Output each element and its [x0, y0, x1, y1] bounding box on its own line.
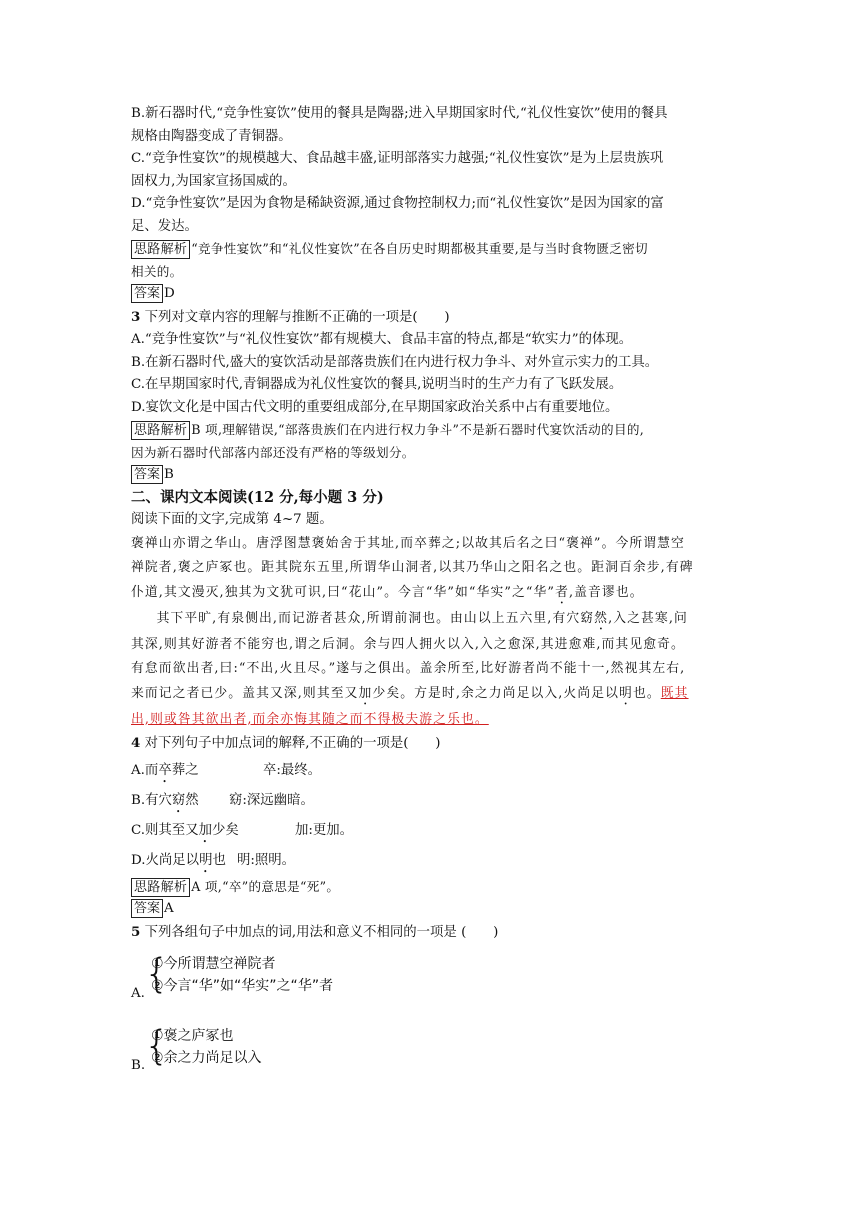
option-text: 也	[212, 852, 226, 868]
content-area	[131, 103, 731, 1086]
option-explanation: 加:更加。	[295, 822, 354, 838]
q5-group-b-letter: B.	[131, 1058, 146, 1073]
option-text: 然	[185, 792, 199, 808]
passage-text: 其下平旷,有泉侧出,而记游者甚众,所谓前洞也。由山以上五六里,有穴窈	[156, 610, 595, 626]
passage-p2-line4	[131, 682, 731, 708]
q4-answer	[131, 898, 731, 921]
q5-stem	[131, 921, 731, 945]
q2-analysis	[131, 238, 731, 261]
q3-stem-text: 下列对文章内容的理解与推断不正确的一项是( )	[140, 309, 450, 325]
q3-answer-value: B	[164, 467, 174, 482]
q3-option-d: D.宴饮文化是中国古代文明的重要组成部分,在早期国家政治关系中占有重要地位。	[131, 399, 619, 415]
q2-option-b-line2: 规格由陶器变成了青铜器。	[131, 128, 292, 144]
passage-p1-line3	[131, 581, 731, 607]
q5-group-b	[131, 1024, 731, 1086]
passage-p1-line2: 禅院者,褒之庐冢也。距其院东五里,所谓华山洞者,以其乃华山之阳名之也。距洞百余步,有碑	[131, 560, 694, 575]
q3-answer	[131, 464, 731, 487]
answer-label: 答案	[131, 284, 163, 303]
option-text: B.有穴	[131, 792, 172, 808]
option-text: D.火尚足以	[131, 852, 200, 868]
q3-analysis-line2: 因为新石器时代部落内部还没有严格的等级划分。	[131, 444, 415, 460]
q4-option-a	[131, 756, 731, 786]
dotted-word: 加	[198, 822, 212, 838]
section-title: 二、课内文本阅读(12 分,每小题 3 分)	[131, 488, 384, 506]
option-text: A.而	[131, 762, 159, 778]
q2-option-d-line1: D.“竞争性宴饮”是因为食物是稀缺资源,通过食物控制权力;而“礼仪性宴饮”是因为国家的富	[131, 196, 664, 211]
dotted-word: 明	[619, 685, 633, 701]
option-explanation: 窈:深远幽暗。	[229, 792, 314, 808]
q3-stem	[131, 306, 731, 330]
brace-icon: {	[144, 951, 170, 997]
passage-p2-line1	[131, 607, 731, 633]
section-instruction: 阅读下面的文字,完成第 4~7 题。	[131, 512, 333, 527]
option-text: 葬之	[171, 762, 199, 778]
q5-stem-text: 下列各组句子中加点的词,用法和意义不相同的一项是 ( )	[140, 924, 499, 940]
dotted-word: 然	[594, 610, 609, 626]
dotted-word: 窈	[171, 792, 186, 808]
analysis-label: 思路解析	[131, 421, 190, 440]
q4-analysis	[131, 876, 731, 899]
q4-number: 4	[131, 735, 141, 751]
q4-option-d	[131, 846, 731, 876]
passage-text: 仆道,其文漫灭,独其为文犹可识,曰“花山”。今言“华”如“华实”之“华”	[131, 584, 556, 600]
q3-option-a: A.“竞争性宴饮”与“礼仪性宴饮”都有规模大、食品丰富的特点,都是“软实力”的体现。	[131, 332, 633, 347]
answer-label: 答案	[131, 465, 163, 484]
option-text: C.则其至又	[131, 822, 199, 838]
q5-number: 5	[131, 923, 141, 940]
dotted-word: 者	[555, 584, 569, 600]
dotted-word: 明	[199, 852, 213, 868]
brace-icon: {	[144, 1023, 170, 1069]
option-explanation: 明:照明。	[237, 852, 296, 868]
q5-group-b-sentence1: ①褒之庐冢也	[151, 1028, 234, 1044]
dotted-word: 加	[358, 685, 373, 701]
q2-analysis-line2: 相关的。	[131, 263, 183, 279]
q4-analysis-text: A 项,“卒”的意思是“死”。	[191, 878, 340, 894]
q4-stem-text: 对下列句子中加点词的解释,不正确的一项是( )	[140, 736, 441, 751]
option-explanation: 卒:最终。	[263, 762, 322, 778]
dotted-word: 卒	[158, 762, 172, 778]
highlighted-sentence: 既其	[660, 685, 689, 701]
q4-option-c	[131, 816, 731, 846]
passage-p2-line2: 其深,则其好游者不能穷也,谓之后洞。余与四人拥火以入,入之愈深,其进愈难,而其见愈奇。	[131, 636, 685, 652]
q2-option-d-line2: 足、发达。	[131, 218, 198, 234]
passage-text: 少矣。方是时,余之力尚足以入,火尚足以	[372, 685, 620, 701]
q2-option-c-line1: C.“竞争性宴饮”的规模越大、食品越丰盛,证明部落实力越强;“礼仪性宴饮”是为上层贵族巩	[131, 151, 664, 166]
q3-analysis-line1: B 项,理解错误,“部落贵族们在内进行权力争斗”不是新石器时代宴饮活动的目的,	[191, 422, 645, 437]
passage-p1-line1: 褒禅山亦谓之华山。唐浮图慧褒始舍于其址,而卒葬之;以故其后名之曰“褒禅”。今所谓慧空	[131, 535, 685, 551]
q3-option-c: C.在早期国家时代,青铜器成为礼仪性宴饮的餐具,说明当时的生产力有了飞跃发展。	[131, 377, 623, 392]
passage-text: 也。	[632, 685, 661, 701]
q3-analysis	[131, 419, 731, 442]
q5-group-a-sentence2: ②今言“华”如“华实”之“华”者	[151, 978, 334, 994]
passage-text: ,盖音谬也。	[568, 584, 644, 600]
q3-option-b: B.在新石器时代,盛大的宴饮活动是部落贵族们在内进行权力争斗、对外宣示实力的工具。	[131, 354, 659, 370]
analysis-label: 思路解析	[131, 240, 190, 259]
passage-p2-line3: 有怠而欲出者,曰:“不出,火且尽。”遂与之俱出。盖余所至,比好游者尚不能十一,然视其左右,	[131, 661, 686, 676]
q3-number: 3	[131, 308, 141, 325]
q2-option-b-line1: B.新石器时代,“竞争性宴饮”使用的餐具是陶器;进入早期国家时代,“礼仪性宴饮”使用的餐具	[131, 106, 668, 121]
q5-group-b-lines	[151, 1025, 262, 1069]
q4-stem	[131, 732, 731, 756]
passage-text: 来而记之者已少。盖其又深,则其至又	[131, 685, 359, 701]
q5-group-b-sentence2: ②余之力尚足以入	[151, 1050, 262, 1066]
passage-p2-line5	[131, 708, 731, 733]
option-text: 少矣	[211, 822, 239, 838]
passage-text: ,入之甚寒,问	[608, 610, 688, 626]
q4-answer-value: A	[164, 901, 174, 916]
q5-group-a-lines	[151, 953, 333, 997]
q2-analysis-line1: “竞争性宴饮”和“礼仪性宴饮”在各自历史时期都极其重要,是与当时食物匮乏密切	[191, 241, 648, 256]
analysis-label: 思路解析	[131, 878, 190, 897]
q5-group-a-sentence1: ①今所谓慧空禅院者	[151, 956, 276, 972]
answer-label: 答案	[131, 899, 163, 918]
q2-answer-value: D	[164, 286, 175, 301]
highlighted-sentence: 出,则或咎其欲出者,而余亦悔其随之而不得极夫游之乐也。	[131, 711, 489, 727]
q5-group-a-letter: A.	[131, 986, 145, 1001]
q5-group-a	[131, 952, 731, 1014]
q2-option-c-line2: 固权力,为国家宣扬国威的。	[131, 173, 296, 189]
q4-option-b	[131, 786, 731, 816]
q2-answer	[131, 283, 731, 306]
